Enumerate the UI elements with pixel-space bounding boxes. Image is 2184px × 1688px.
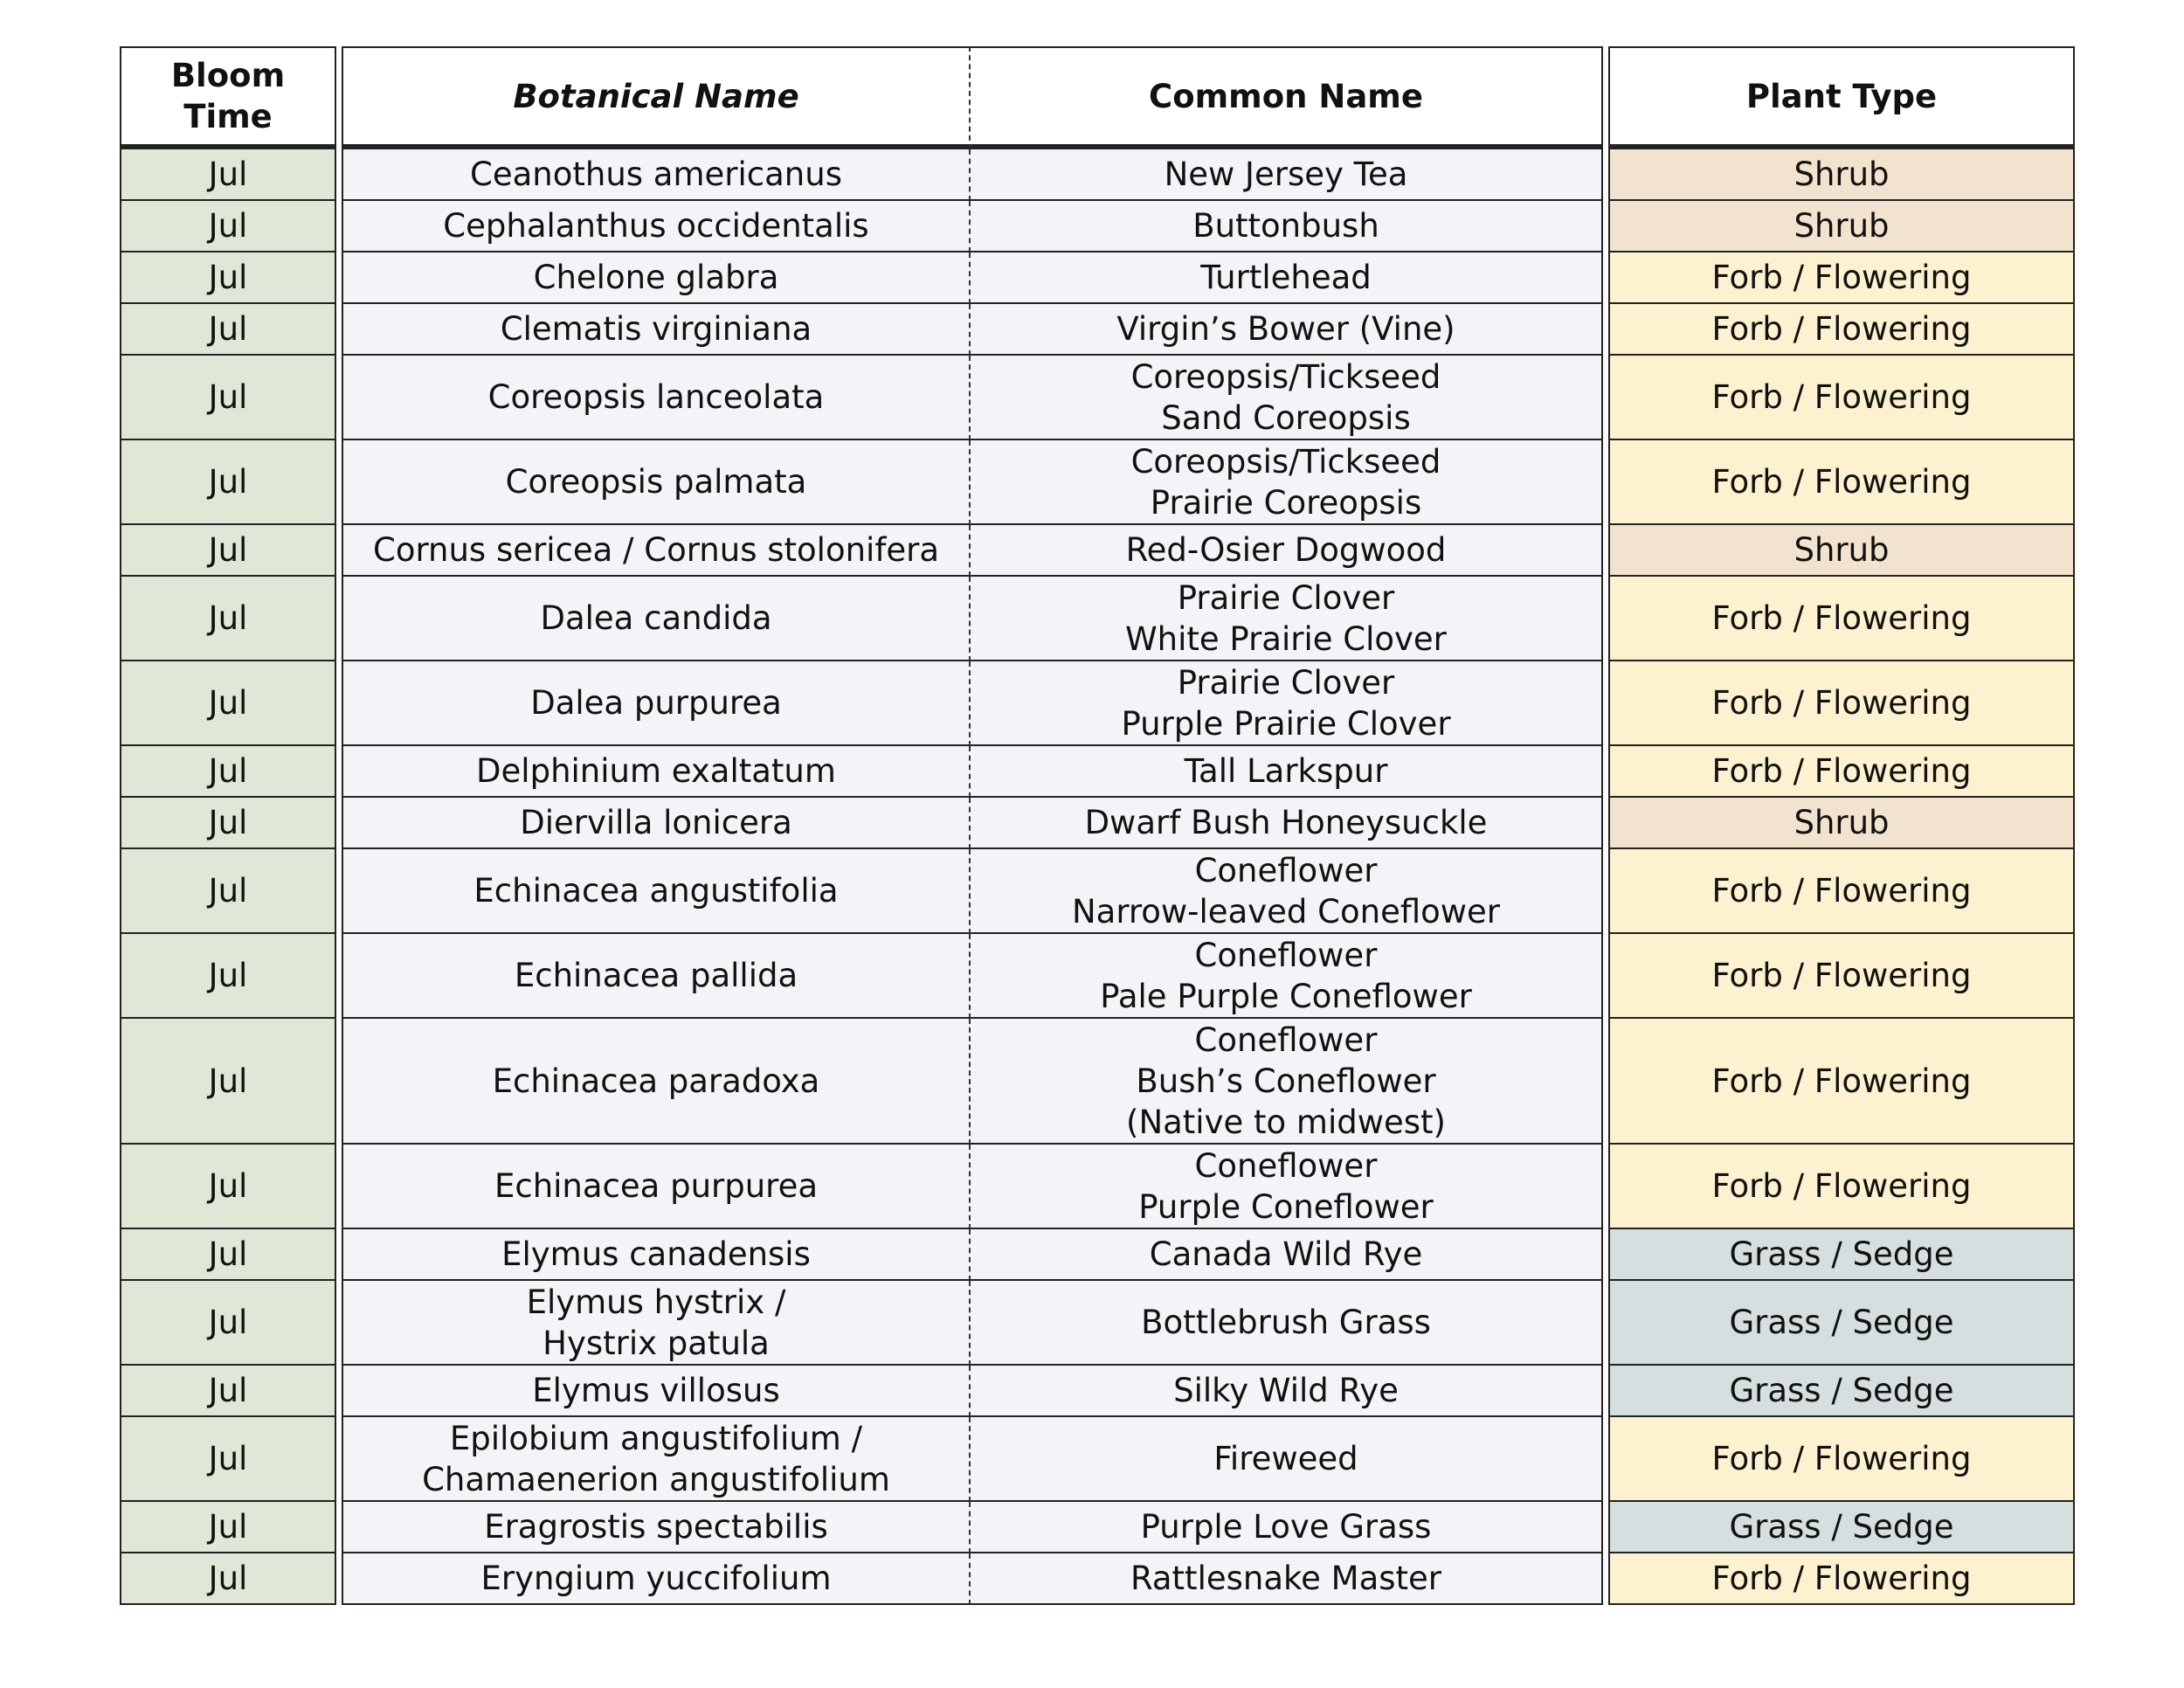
- common-name-cell: [971, 798, 1603, 849]
- botanical-name-line: Eryngium yuccifolium: [480, 1560, 832, 1597]
- bloom-time-cell: Jul: [120, 356, 336, 440]
- common-name-line: Rattlesnake Master: [1130, 1560, 1442, 1597]
- bloom-time-cell: Jul: [120, 1019, 336, 1145]
- table-row: [120, 201, 2075, 253]
- plant-type-cell: Shrub: [1608, 201, 2075, 253]
- botanical-name-line: Coreopsis palmata: [505, 463, 807, 501]
- botanical-name-cell: [342, 201, 971, 253]
- plant-type-cell: Grass / Sedge: [1608, 1366, 2075, 1417]
- botanical-name-line: Dalea purpurea: [530, 684, 782, 722]
- plant-type-cell: Grass / Sedge: [1608, 1281, 2075, 1366]
- botanical-name-cell: [342, 1553, 971, 1605]
- botanical-name-line: Echinacea paradoxa: [492, 1062, 820, 1100]
- common-name-cell: [971, 253, 1603, 304]
- common-name-line: Coneflower: [1194, 1020, 1378, 1059]
- table-row: [120, 1019, 2075, 1145]
- botanical-name-line: Echinacea angustifolia: [473, 872, 839, 910]
- table-row: [120, 525, 2075, 577]
- common-name-cell: [971, 1417, 1603, 1502]
- header-common-name: Common Name: [971, 46, 1603, 149]
- botanical-name-line: Cornus sericea / Cornus stolonifera: [373, 531, 939, 569]
- bloom-time-cell: Jul: [120, 1145, 336, 1229]
- common-name-line: Fireweed: [1213, 1440, 1358, 1477]
- common-name-cell: [971, 661, 1603, 746]
- table-row: [120, 356, 2075, 440]
- botanical-name-cell: [342, 798, 971, 849]
- plant-type-cell: Shrub: [1608, 798, 2075, 849]
- common-name-cell: [971, 1229, 1603, 1281]
- botanical-name-line: Chamaenerion angustifolium: [422, 1460, 890, 1498]
- botanical-name-cell: [342, 661, 971, 746]
- common-name-line: Sand Coreopsis: [1161, 398, 1411, 437]
- common-name-line: Silky Wild Rye: [1173, 1372, 1399, 1409]
- common-name-cell: [971, 1553, 1603, 1605]
- botanical-name-line: Diervilla lonicera: [520, 804, 792, 841]
- common-name-line: Prairie Clover: [1177, 578, 1395, 617]
- botanical-name-cell: [342, 149, 971, 201]
- common-name-cell: [971, 577, 1603, 661]
- botanical-name-line: Chelone glabra: [533, 259, 779, 296]
- common-name-cell: [971, 525, 1603, 577]
- botanical-name-cell: [342, 525, 971, 577]
- common-name-line: Prairie Clover: [1177, 663, 1395, 702]
- bloom-time-cell: Jul: [120, 577, 336, 661]
- common-name-line: Prairie Coreopsis: [1150, 483, 1422, 522]
- table-row: [120, 661, 2075, 746]
- botanical-name-cell: [342, 746, 971, 798]
- common-name-cell: [971, 1281, 1603, 1366]
- common-name-line: Buttonbush: [1192, 207, 1379, 245]
- table-row: [120, 1366, 2075, 1417]
- bloom-time-cell: Jul: [120, 934, 336, 1019]
- common-name-cell: [971, 149, 1603, 201]
- table-row: [120, 1281, 2075, 1366]
- botanical-name-cell: [342, 1417, 971, 1502]
- bloom-time-cell: Jul: [120, 1417, 336, 1502]
- plant-type-cell: Grass / Sedge: [1608, 1502, 2075, 1553]
- plant-type-cell: Forb / Flowering: [1608, 1553, 2075, 1605]
- botanical-name-cell: [342, 440, 971, 525]
- table-row: [120, 253, 2075, 304]
- table-row: [120, 149, 2075, 201]
- plant-type-cell: Forb / Flowering: [1608, 1145, 2075, 1229]
- bloom-time-cell: Jul: [120, 1229, 336, 1281]
- common-name-cell: [971, 1019, 1603, 1145]
- plant-table: [120, 46, 2075, 1605]
- botanical-name-cell: [342, 934, 971, 1019]
- bloom-time-cell: Jul: [120, 149, 336, 201]
- plant-type-cell: Forb / Flowering: [1608, 1019, 2075, 1145]
- botanical-name-line: Epilobium angustifolium /: [449, 1419, 863, 1457]
- botanical-name-line: Clematis virginiana: [500, 310, 812, 348]
- common-name-line: Dwarf Bush Honeysuckle: [1084, 804, 1488, 841]
- common-name-cell: [971, 440, 1603, 525]
- common-name-line: (Native to midwest): [1126, 1103, 1446, 1141]
- table-row: [120, 304, 2075, 356]
- common-name-line: Bush’s Coneflower: [1136, 1062, 1436, 1100]
- common-name-line: Tall Larkspur: [1184, 752, 1388, 790]
- plant-type-cell: Forb / Flowering: [1608, 577, 2075, 661]
- botanical-name-cell: [342, 1229, 971, 1281]
- botanical-name-cell: [342, 1145, 971, 1229]
- botanical-name-line: Coreopsis lanceolata: [487, 378, 825, 416]
- bloom-time-cell: Jul: [120, 525, 336, 577]
- botanical-name-line: Hystrix patula: [543, 1324, 770, 1362]
- common-name-line: Coneflower: [1194, 851, 1378, 889]
- botanical-name-line: Echinacea pallida: [514, 957, 798, 994]
- botanical-name-line: Cephalanthus occidentalis: [443, 207, 869, 245]
- common-name-line: Coneflower: [1194, 1146, 1378, 1185]
- table-row: [120, 934, 2075, 1019]
- botanical-name-cell: [342, 1366, 971, 1417]
- common-name-line: Virgin’s Bower (Vine): [1116, 310, 1455, 348]
- botanical-name-line: Elymus canadensis: [501, 1235, 811, 1273]
- table-header-row: [120, 46, 2075, 149]
- common-name-cell: [971, 356, 1603, 440]
- botanical-name-line: Elymus hystrix /: [526, 1283, 786, 1321]
- plant-type-cell: Forb / Flowering: [1608, 849, 2075, 934]
- bloom-time-cell: Jul: [120, 201, 336, 253]
- botanical-name-line: Dalea candida: [540, 599, 772, 637]
- header-botanical-name: Botanical Name: [342, 46, 971, 149]
- bloom-time-cell: Jul: [120, 1502, 336, 1553]
- bloom-time-cell: Jul: [120, 1366, 336, 1417]
- plant-type-cell: Forb / Flowering: [1608, 356, 2075, 440]
- botanical-name-cell: [342, 1019, 971, 1145]
- table-row: [120, 440, 2075, 525]
- table-row: [120, 798, 2075, 849]
- bloom-time-cell: Jul: [120, 253, 336, 304]
- common-name-cell: [971, 304, 1603, 356]
- common-name-line: Turtlehead: [1200, 259, 1372, 296]
- botanical-name-cell: [342, 1502, 971, 1553]
- bloom-time-cell: Jul: [120, 849, 336, 934]
- common-name-line: White Prairie Clover: [1125, 619, 1447, 658]
- plant-type-cell: Shrub: [1608, 525, 2075, 577]
- common-name-line: Coneflower: [1194, 936, 1378, 974]
- bloom-time-cell: Jul: [120, 798, 336, 849]
- botanical-name-line: Elymus villosus: [532, 1372, 780, 1409]
- botanical-name-line: Delphinium exaltatum: [476, 752, 836, 790]
- table-row: [120, 746, 2075, 798]
- common-name-cell: [971, 934, 1603, 1019]
- botanical-name-cell: [342, 304, 971, 356]
- common-name-line: Purple Prairie Clover: [1121, 704, 1451, 743]
- botanical-name-cell: [342, 356, 971, 440]
- table-row: [120, 1229, 2075, 1281]
- botanical-name-cell: [342, 253, 971, 304]
- table-row: [120, 1145, 2075, 1229]
- table-row: [120, 1417, 2075, 1502]
- bloom-time-cell: Jul: [120, 440, 336, 525]
- botanical-name-cell: [342, 577, 971, 661]
- plant-type-cell: Forb / Flowering: [1608, 746, 2075, 798]
- common-name-line: Coreopsis/Tickseed: [1130, 442, 1441, 481]
- common-name-line: Narrow-leaved Coneflower: [1071, 892, 1501, 930]
- plant-type-cell: Forb / Flowering: [1608, 304, 2075, 356]
- plant-type-cell: Forb / Flowering: [1608, 440, 2075, 525]
- common-name-cell: [971, 746, 1603, 798]
- common-name-line: Red-Osier Dogwood: [1125, 531, 1447, 569]
- common-name-line: Pale Purple Coneflower: [1100, 977, 1472, 1015]
- plant-type-cell: Shrub: [1608, 149, 2075, 201]
- bloom-time-cell: Jul: [120, 746, 336, 798]
- bloom-time-cell: Jul: [120, 1281, 336, 1366]
- botanical-name-line: Eragrostis spectabilis: [484, 1508, 828, 1546]
- common-name-line: Bottlebrush Grass: [1141, 1304, 1431, 1341]
- common-name-cell: [971, 1502, 1603, 1553]
- common-name-line: Purple Love Grass: [1140, 1508, 1432, 1546]
- bloom-time-cell: Jul: [120, 1553, 336, 1605]
- plant-type-cell: Forb / Flowering: [1608, 934, 2075, 1019]
- botanical-name-cell: [342, 849, 971, 934]
- botanical-name-line: Echinacea purpurea: [494, 1167, 819, 1205]
- botanical-name-cell: [342, 1281, 971, 1366]
- common-name-cell: [971, 1145, 1603, 1229]
- table-row: [120, 1553, 2075, 1605]
- common-name-cell: [971, 201, 1603, 253]
- botanical-name-line: Ceanothus americanus: [470, 156, 842, 193]
- table-row: [120, 1502, 2075, 1553]
- table-row: [120, 849, 2075, 934]
- header-plant-type: Plant Type: [1608, 46, 2075, 149]
- common-name-line: Canada Wild Rye: [1149, 1235, 1423, 1273]
- common-name-cell: [971, 1366, 1603, 1417]
- common-name-line: Purple Coneflower: [1138, 1187, 1434, 1226]
- table-body: [120, 149, 2075, 1605]
- header-bloom-time: Bloom Time: [120, 46, 336, 149]
- plant-type-cell: Grass / Sedge: [1608, 1229, 2075, 1281]
- table-row: [120, 577, 2075, 661]
- plant-type-cell: Forb / Flowering: [1608, 253, 2075, 304]
- common-name-line: Coreopsis/Tickseed: [1130, 357, 1441, 396]
- common-name-line: New Jersey Tea: [1164, 156, 1408, 193]
- bloom-time-cell: Jul: [120, 661, 336, 746]
- common-name-cell: [971, 849, 1603, 934]
- plant-type-cell: Forb / Flowering: [1608, 1417, 2075, 1502]
- bloom-time-cell: Jul: [120, 304, 336, 356]
- plant-type-cell: Forb / Flowering: [1608, 661, 2075, 746]
